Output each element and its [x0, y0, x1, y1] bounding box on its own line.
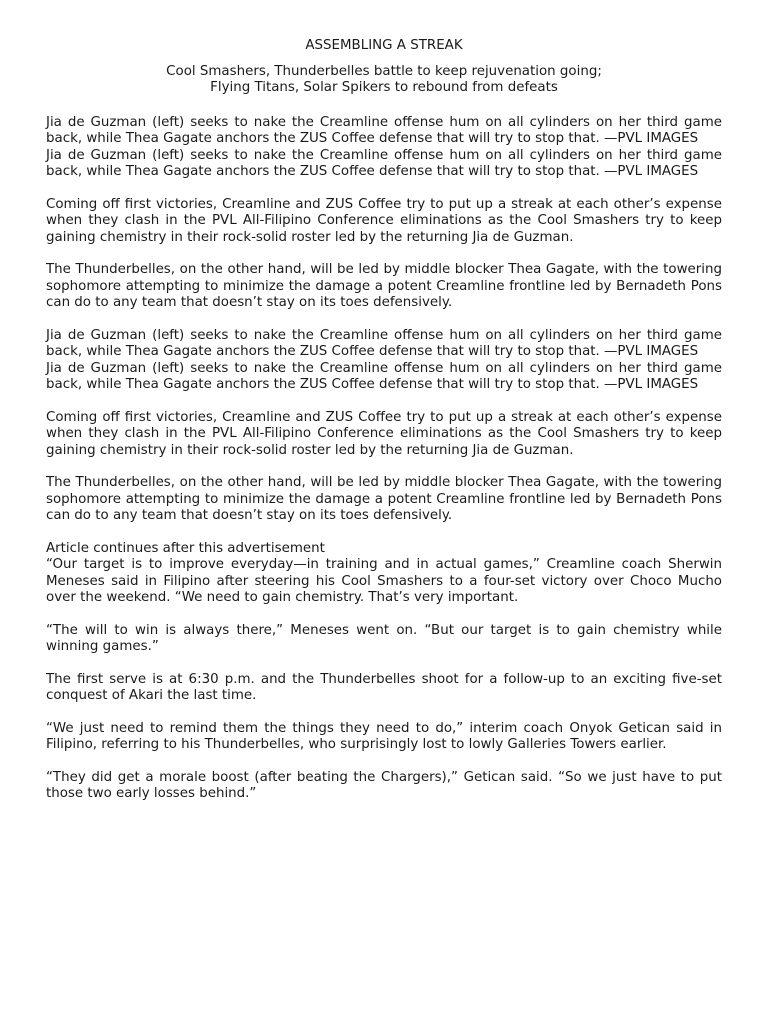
article-subtitle: [46, 64, 722, 97]
paragraph-victories-repeat: Coming off first victories, Creamline and ZUS Coffee try to put up a streak at each other’s expense when they clash in the PVL All-Filipino Conference eliminations as the Cool Smashers try to keep gaining chemistry in their rock-solid roster led by the returning Jia de Guzman.: [46, 409, 722, 458]
paragraph-thunderbelles-repeat: The Thunderbelles, on the other hand, will be led by middle blocker Thea Gagate, with the towering sophomore attempting to minimize the damage a potent Creamline frontline led by Bernadeth Pons can do to any team that doesn’t stay on its toes defensively.: [46, 475, 722, 523]
subtitle-line-1: Cool Smashers, Thunderbelles battle to keep rejuvenation going;: [166, 63, 602, 79]
photo-caption-second-repeat: Jia de Guzman (left) seeks to nake the Creamline offense hum on all cylinders on her third game back, while Thea Gagate anchors the ZUS Coffee defense that will try to stop that. —PVL IMAGES: [46, 360, 722, 392]
paragraph-will-quote: “The will to win is always there,” Meneses went on. “But our target is to gain chemistry while winning games.”: [46, 622, 722, 654]
paragraph-victories: Coming off first victories, Creamline and ZUS Coffee try to put up a streak at each other’s expense when they clash in the PVL All-Filipino Conference eliminations as the Cool Smashers try to keep gaining chemistry in their rock-solid roster led by the returning Jia de Guzman.: [46, 196, 722, 245]
paragraph-thunderbelles: The Thunderbelles, on the other hand, will be led by middle blocker Thea Gagate, with the towering sophomore attempting to minimize the damage a potent Creamline frontline led by Bernadeth Pons can do to any team that doesn’t stay on its toes defensively.: [46, 262, 722, 310]
subtitle-line-2: Flying Titans, Solar Spikers to rebound from defeats: [210, 80, 558, 95]
paragraph-morale-quote: “They did get a morale boost (after beating the Chargers),” Getican said. “So we just have to put those two early losses behind.”: [46, 769, 722, 801]
paragraph-target-quote: “Our target is to improve everyday—in training and in actual games,” Creamline coach Sherwin Meneses said in Filipino after steering his Cool Smashers to a four-set victory over Choco Mucho over the weekend. “We need to gain chemistry. That’s very important.: [46, 557, 722, 605]
photo-caption-repeat: Jia de Guzman (left) seeks to nake the Creamline offense hum on all cylinders on her third game back, while Thea Gagate anchors the ZUS Coffee defense that will try to stop that. —PVL IMAGES: [46, 147, 722, 179]
paragraph-first-serve: The first serve is at 6:30 p.m. and the Thunderbelles shoot for a follow-up to an exciting five-set conquest of Akari the last time.: [46, 671, 722, 703]
article-title: ASSEMBLING A STREAK: [305, 38, 463, 53]
photo-caption-second: Jia de Guzman (left) seeks to nake the Creamline offense hum on all cylinders on her third game back, while Thea Gagate anchors the ZUS Coffee defense that will try to stop that. —PVL IMAGES: [46, 327, 722, 359]
photo-caption: Jia de Guzman (left) seeks to nake the Creamline offense hum on all cylinders on her third game back, while Thea Gagate anchors the ZUS Coffee defense that will try to stop that. —PVL IMAGES: [46, 114, 722, 146]
paragraph-remind-quote: “We just need to remind them the things they need to do,” interim coach Onyok Getican said in Filipino, referring to his Thunderbelles, who surprisingly lost to lowly Galleries Towers earlier.: [46, 720, 722, 752]
advertisement-notice: Article continues after this advertisement: [46, 540, 325, 556]
